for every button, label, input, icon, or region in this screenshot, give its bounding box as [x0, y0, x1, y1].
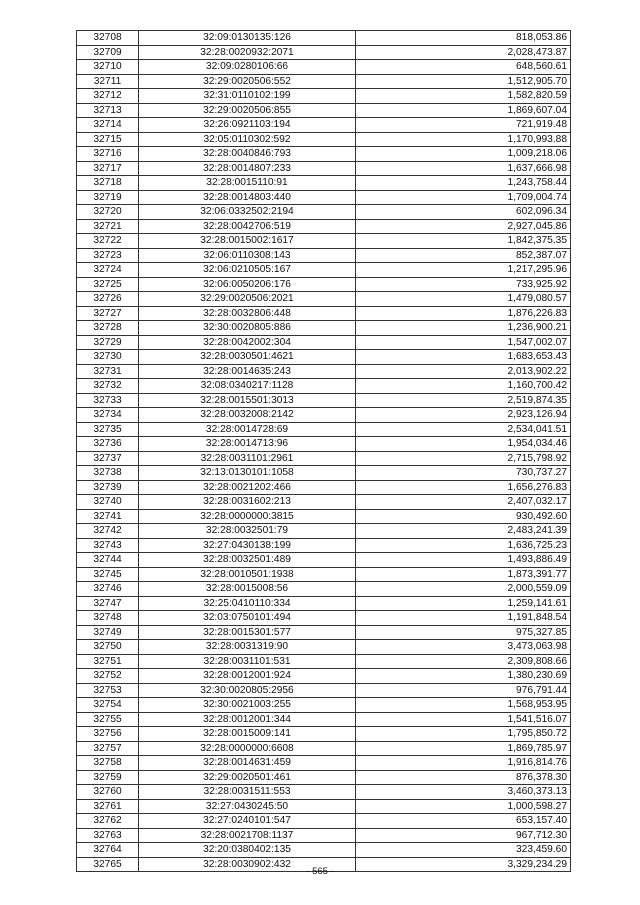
value-cell: 2,309,808.66 — [356, 654, 571, 669]
row-number-cell: 32760 — [77, 785, 139, 800]
cadastral-number-cell: 32:29:0020506:855 — [139, 103, 356, 118]
table-row — [77, 103, 571, 118]
row-number-cell: 32735 — [77, 422, 139, 437]
row-number-cell: 32759 — [77, 770, 139, 785]
table-row — [77, 74, 571, 89]
cadastral-number-cell: 32:05:0110302:592 — [139, 132, 356, 147]
row-number-cell: 32763 — [77, 828, 139, 843]
row-number-cell: 32713 — [77, 103, 139, 118]
cadastral-number-cell: 32:28:0014807:233 — [139, 161, 356, 176]
row-number-cell: 32740 — [77, 495, 139, 510]
value-cell: 1,170,993.88 — [356, 132, 571, 147]
value-cell: 967,712.30 — [356, 828, 571, 843]
table-row — [77, 321, 571, 336]
value-cell: 1,380,230.69 — [356, 669, 571, 684]
value-cell: 818,053.86 — [356, 31, 571, 46]
page-number: - 565 - — [306, 866, 334, 877]
value-cell: 1,869,607.04 — [356, 103, 571, 118]
table-row — [77, 306, 571, 321]
table-row — [77, 60, 571, 75]
table-row — [77, 408, 571, 423]
row-number-cell: 32721 — [77, 219, 139, 234]
table-row — [77, 89, 571, 104]
row-number-cell: 32747 — [77, 596, 139, 611]
row-number-cell: 32741 — [77, 509, 139, 524]
row-number-cell: 32748 — [77, 611, 139, 626]
row-number-cell: 32709 — [77, 45, 139, 60]
table-row — [77, 277, 571, 292]
cadastral-number-cell: 32:28:0030902:432 — [139, 857, 356, 872]
value-cell: 1,709,004.74 — [356, 190, 571, 205]
row-number-cell: 32718 — [77, 176, 139, 191]
table-row — [77, 524, 571, 539]
value-cell: 653,157.40 — [356, 814, 571, 829]
value-cell: 1,541,516.07 — [356, 712, 571, 727]
table-row — [77, 219, 571, 234]
value-cell: 2,000,559.09 — [356, 582, 571, 597]
row-number-cell: 32717 — [77, 161, 139, 176]
row-number-cell: 32742 — [77, 524, 139, 539]
cadastral-number-cell: 32:28:0032501:79 — [139, 524, 356, 539]
value-cell: 1,547,002.07 — [356, 335, 571, 350]
value-cell: 976,791.44 — [356, 683, 571, 698]
value-cell: 2,715,798.92 — [356, 451, 571, 466]
row-number-cell: 32725 — [77, 277, 139, 292]
row-number-cell: 32722 — [77, 234, 139, 249]
table-row — [77, 495, 571, 510]
table-row — [77, 683, 571, 698]
value-cell: 1,259,141.61 — [356, 596, 571, 611]
table-row — [77, 451, 571, 466]
value-cell: 730,737.27 — [356, 466, 571, 481]
table-row — [77, 480, 571, 495]
row-number-cell: 32765 — [77, 857, 139, 872]
table-row — [77, 727, 571, 742]
value-cell: 975,327.85 — [356, 625, 571, 640]
cadastral-number-cell: 32:28:0014635:243 — [139, 364, 356, 379]
table-row — [77, 625, 571, 640]
table-row — [77, 161, 571, 176]
row-number-cell: 32712 — [77, 89, 139, 104]
table-row — [77, 263, 571, 278]
table-row — [77, 335, 571, 350]
row-number-cell: 32729 — [77, 335, 139, 350]
cadastral-number-cell: 32:28:0031101:531 — [139, 654, 356, 669]
value-cell: 2,407,032.17 — [356, 495, 571, 510]
row-number-cell: 32710 — [77, 60, 139, 75]
cadastral-number-cell: 32:28:0000000:3815 — [139, 509, 356, 524]
cadastral-number-cell: 32:08:0340217:1128 — [139, 379, 356, 394]
row-number-cell: 32728 — [77, 321, 139, 336]
table-row — [77, 350, 571, 365]
row-number-cell: 32711 — [77, 74, 139, 89]
value-cell: 3,329,234.29 — [356, 857, 571, 872]
cadastral-number-cell: 32:28:0015009:141 — [139, 727, 356, 742]
cadastral-number-cell: 32:28:0031319:90 — [139, 640, 356, 655]
value-cell: 1,795,850.72 — [356, 727, 571, 742]
row-number-cell: 32733 — [77, 393, 139, 408]
table-row — [77, 422, 571, 437]
table-row — [77, 611, 571, 626]
cadastral-number-cell: 32:06:0110308:143 — [139, 248, 356, 263]
cadastral-number-cell: 32:27:0430138:199 — [139, 538, 356, 553]
row-number-cell: 32714 — [77, 118, 139, 133]
value-cell: 1,876,226.83 — [356, 306, 571, 321]
row-number-cell: 32758 — [77, 756, 139, 771]
cadastral-number-cell: 32:30:0020805:2956 — [139, 683, 356, 698]
value-cell: 1,479,080.57 — [356, 292, 571, 307]
cadastral-number-cell: 32:06:0332502:2194 — [139, 205, 356, 220]
cadastral-number-cell: 32:06:0210505:167 — [139, 263, 356, 278]
row-number-cell: 32734 — [77, 408, 139, 423]
cadastral-number-cell: 32:28:0012001:924 — [139, 669, 356, 684]
value-cell: 852,387.07 — [356, 248, 571, 263]
row-number-cell: 32745 — [77, 567, 139, 582]
cadastral-number-cell: 32:27:0240101:547 — [139, 814, 356, 829]
cadastral-number-cell: 32:28:0032008:2142 — [139, 408, 356, 423]
row-number-cell: 32719 — [77, 190, 139, 205]
row-number-cell: 32708 — [77, 31, 139, 46]
value-cell: 721,919.48 — [356, 118, 571, 133]
cadastral-number-cell: 32:30:0020805:886 — [139, 321, 356, 336]
row-number-cell: 32737 — [77, 451, 139, 466]
cadastral-number-cell: 32:28:0020932:2071 — [139, 45, 356, 60]
table-row — [77, 147, 571, 162]
row-number-cell: 32764 — [77, 843, 139, 858]
value-cell: 1,869,785.97 — [356, 741, 571, 756]
row-number-cell: 32723 — [77, 248, 139, 263]
table-row — [77, 437, 571, 452]
value-cell: 1,243,758.44 — [356, 176, 571, 191]
table-row — [77, 248, 571, 263]
value-cell: 602,096.34 — [356, 205, 571, 220]
table-row — [77, 364, 571, 379]
cadastral-number-cell: 32:30:0021003:255 — [139, 698, 356, 713]
cadastral-number-cell: 32:28:0032501:489 — [139, 553, 356, 568]
table-row — [77, 45, 571, 60]
value-cell: 1,582,820.59 — [356, 89, 571, 104]
table-row — [77, 712, 571, 727]
cadastral-number-cell: 32:25:0410110:334 — [139, 596, 356, 611]
value-cell: 1,160,700.42 — [356, 379, 571, 394]
row-number-cell: 32727 — [77, 306, 139, 321]
row-number-cell: 32715 — [77, 132, 139, 147]
value-cell: 930,492.60 — [356, 509, 571, 524]
value-cell: 1,683,653.43 — [356, 350, 571, 365]
cadastral-number-cell: 32:28:0031101:2961 — [139, 451, 356, 466]
row-number-cell: 32757 — [77, 741, 139, 756]
value-cell: 1,637,666.98 — [356, 161, 571, 176]
row-number-cell: 32753 — [77, 683, 139, 698]
row-number-cell: 32756 — [77, 727, 139, 742]
cadastral-number-cell: 32:28:0015501:3013 — [139, 393, 356, 408]
row-number-cell: 32761 — [77, 799, 139, 814]
value-cell: 1,842,375.35 — [356, 234, 571, 249]
table-row — [77, 205, 571, 220]
table-row — [77, 379, 571, 394]
cadastral-number-cell: 32:09:0280106:66 — [139, 60, 356, 75]
table-row — [77, 538, 571, 553]
table-row — [77, 741, 571, 756]
cadastral-number-cell: 32:29:0020506:552 — [139, 74, 356, 89]
row-number-cell: 32716 — [77, 147, 139, 162]
table-row — [77, 756, 571, 771]
value-cell: 1,191,848.54 — [356, 611, 571, 626]
cadastral-number-cell: 32:20:0380402:135 — [139, 843, 356, 858]
value-cell: 2,519,874.35 — [356, 393, 571, 408]
cadastral-number-cell: 32:13:0130101:1058 — [139, 466, 356, 481]
cadastral-number-cell: 32:28:0030501:4621 — [139, 350, 356, 365]
cadastral-number-cell: 32:28:0000000:6608 — [139, 741, 356, 756]
cadastral-number-cell: 32:28:0015110:91 — [139, 176, 356, 191]
table-row — [77, 31, 571, 46]
value-cell: 1,954,034.46 — [356, 437, 571, 452]
cadastral-number-cell: 32:03:0750101:494 — [139, 611, 356, 626]
cadastral-number-cell: 32:28:0015301:577 — [139, 625, 356, 640]
table-row — [77, 393, 571, 408]
row-number-cell: 32746 — [77, 582, 139, 597]
table-row — [77, 190, 571, 205]
table-body — [77, 31, 571, 872]
value-cell: 1,656,276.83 — [356, 480, 571, 495]
table-row — [77, 132, 571, 147]
table-row — [77, 582, 571, 597]
value-cell: 733,925.92 — [356, 277, 571, 292]
cadastral-number-cell: 32:06:0050206:176 — [139, 277, 356, 292]
cadastral-number-cell: 32:31:0110102:199 — [139, 89, 356, 104]
row-number-cell: 32754 — [77, 698, 139, 713]
value-cell: 2,483,241.39 — [356, 524, 571, 539]
row-number-cell: 32744 — [77, 553, 139, 568]
cadastral-number-cell: 32:28:0031602:213 — [139, 495, 356, 510]
cadastral-number-cell: 32:28:0014713:96 — [139, 437, 356, 452]
cadastral-number-cell: 32:28:0014631:459 — [139, 756, 356, 771]
cadastral-number-cell: 32:28:0010501:1938 — [139, 567, 356, 582]
row-number-cell: 32736 — [77, 437, 139, 452]
cadastral-number-cell: 32:28:0040846:793 — [139, 147, 356, 162]
value-cell: 3,473,063.98 — [356, 640, 571, 655]
value-cell: 2,534,041.51 — [356, 422, 571, 437]
cadastral-number-cell: 32:29:0020506:2021 — [139, 292, 356, 307]
value-cell: 323,459.60 — [356, 843, 571, 858]
table-row — [77, 698, 571, 713]
table-row — [77, 785, 571, 800]
value-cell: 1,009,218.06 — [356, 147, 571, 162]
table-row — [77, 118, 571, 133]
row-number-cell: 32726 — [77, 292, 139, 307]
row-number-cell: 32762 — [77, 814, 139, 829]
cadastral-number-cell: 32:29:0020501:461 — [139, 770, 356, 785]
row-number-cell: 32739 — [77, 480, 139, 495]
row-number-cell: 32732 — [77, 379, 139, 394]
cadastral-number-cell: 32:28:0021202:466 — [139, 480, 356, 495]
table-row — [77, 292, 571, 307]
table-row — [77, 669, 571, 684]
row-number-cell: 32731 — [77, 364, 139, 379]
cadastral-number-cell: 32:27:0430245:50 — [139, 799, 356, 814]
table-row — [77, 509, 571, 524]
value-cell: 2,028,473.87 — [356, 45, 571, 60]
table-row — [77, 466, 571, 481]
row-number-cell: 32720 — [77, 205, 139, 220]
row-number-cell: 32749 — [77, 625, 139, 640]
cadastral-number-cell: 32:28:0015008:56 — [139, 582, 356, 597]
value-cell: 1,636,725.23 — [356, 538, 571, 553]
table-row — [77, 567, 571, 582]
row-number-cell: 32738 — [77, 466, 139, 481]
table-row — [77, 553, 571, 568]
row-number-cell: 32751 — [77, 654, 139, 669]
table-row — [77, 814, 571, 829]
value-cell: 1,000,598.27 — [356, 799, 571, 814]
value-cell: 876,378.30 — [356, 770, 571, 785]
table-row — [77, 654, 571, 669]
cadastral-value-table — [76, 30, 571, 872]
value-cell: 2,927,045.86 — [356, 219, 571, 234]
value-cell: 1,217,295.96 — [356, 263, 571, 278]
value-cell: 1,568,953.95 — [356, 698, 571, 713]
table-row — [77, 843, 571, 858]
cadastral-number-cell: 32:28:0014728:69 — [139, 422, 356, 437]
row-number-cell: 32743 — [77, 538, 139, 553]
value-cell: 1,236,900.21 — [356, 321, 571, 336]
value-cell: 1,512,905.70 — [356, 74, 571, 89]
cadastral-number-cell: 32:28:0015002:1617 — [139, 234, 356, 249]
value-cell: 1,916,814.76 — [356, 756, 571, 771]
table-row — [77, 828, 571, 843]
row-number-cell: 32750 — [77, 640, 139, 655]
table-row — [77, 799, 571, 814]
table-row — [77, 234, 571, 249]
cadastral-number-cell: 32:28:0042002:304 — [139, 335, 356, 350]
value-cell: 1,873,391.77 — [356, 567, 571, 582]
value-cell: 2,923,126.94 — [356, 408, 571, 423]
cadastral-number-cell: 32:28:0042706:519 — [139, 219, 356, 234]
row-number-cell: 32752 — [77, 669, 139, 684]
cadastral-number-cell: 32:28:0014803:440 — [139, 190, 356, 205]
cadastral-number-cell: 32:26:0921103:194 — [139, 118, 356, 133]
table-row — [77, 176, 571, 191]
table-row — [77, 770, 571, 785]
cadastral-number-cell: 32:09:0130135:126 — [139, 31, 356, 46]
cadastral-number-cell: 32:28:0031511:553 — [139, 785, 356, 800]
cadastral-number-cell: 32:28:0012001:344 — [139, 712, 356, 727]
table-row — [77, 640, 571, 655]
value-cell: 3,460,373.13 — [356, 785, 571, 800]
value-cell: 648,560.61 — [356, 60, 571, 75]
value-cell: 2,013,902.22 — [356, 364, 571, 379]
row-number-cell: 32730 — [77, 350, 139, 365]
value-cell: 1,493,886.49 — [356, 553, 571, 568]
row-number-cell: 32724 — [77, 263, 139, 278]
row-number-cell: 32755 — [77, 712, 139, 727]
table-row — [77, 596, 571, 611]
cadastral-number-cell: 32:28:0032806:448 — [139, 306, 356, 321]
cadastral-number-cell: 32:28:0021708:1137 — [139, 828, 356, 843]
